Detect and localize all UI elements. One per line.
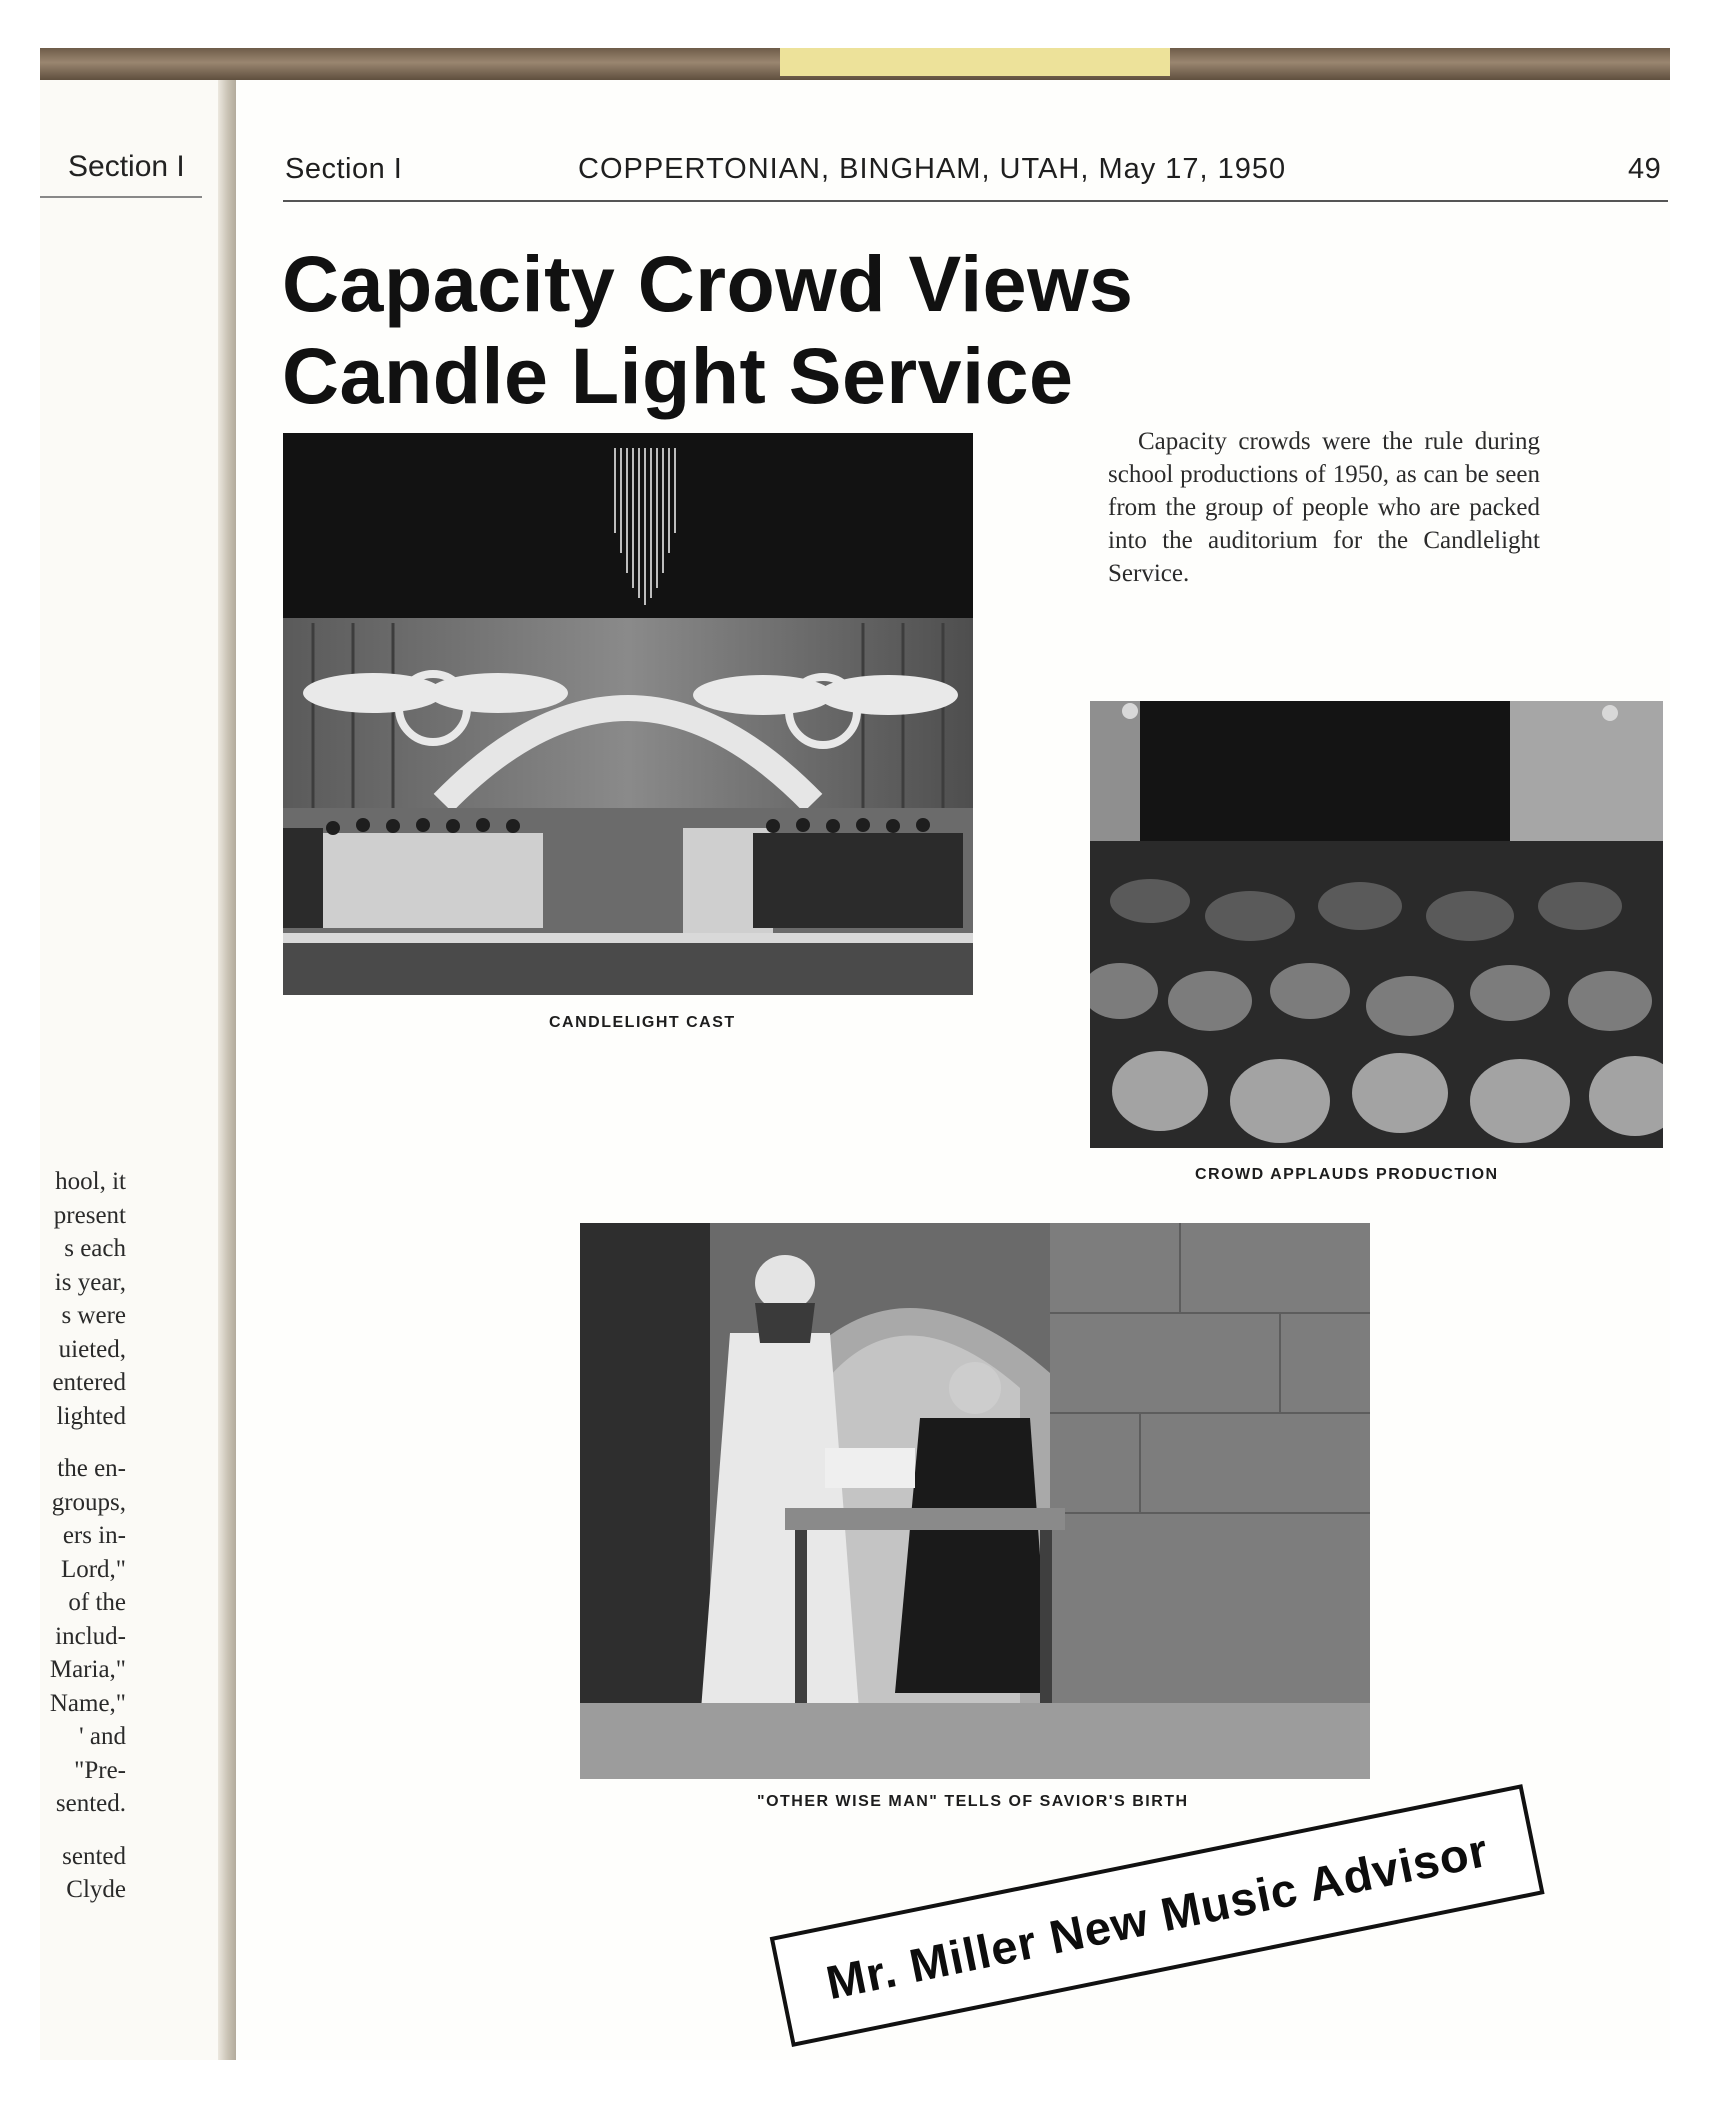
column-fragment: ers in-: [62, 1522, 126, 1549]
other-wise-man-caption: "OTHER WISE MAN" TELLS OF SAVIOR'S BIRTH: [757, 1793, 1189, 1810]
column-fragment: s each: [64, 1235, 126, 1262]
candlelight-cast-caption: CANDLELIGHT CAST: [549, 1014, 736, 1031]
column-fragment: Lord,": [60, 1555, 126, 1583]
column-fragment: s were: [61, 1302, 126, 1329]
column-fragment: hool, it: [55, 1168, 126, 1195]
headline: [282, 238, 1182, 422]
header-rule: [283, 200, 1668, 202]
previous-page-rule: [40, 196, 202, 198]
crowd-photo: [1090, 701, 1663, 1148]
column-fragment: entered: [52, 1369, 126, 1396]
page-number: 49: [1628, 153, 1662, 185]
column-fragment: sented: [62, 1842, 126, 1870]
column-fragment: sented.: [55, 1790, 126, 1817]
column-fragment: includ-: [55, 1622, 126, 1650]
column-fragment: Name,": [49, 1689, 126, 1717]
story-text: Capacity crowds were the rule during school productions of 1950, as can be seen from the group of people who are packed into the auditorium for the Candlelight Service.: [1108, 428, 1540, 587]
headline-line-2: Candle Light Service: [282, 331, 1074, 420]
column-fragment: Maria,": [49, 1656, 126, 1683]
previous-page-column: [30, 1165, 126, 1907]
previous-page-section-label: Section I: [68, 150, 185, 183]
column-fragment: ' and: [79, 1723, 126, 1750]
column-fragment: Clyde: [66, 1876, 126, 1903]
column-fragment: present: [53, 1201, 126, 1229]
next-article-headline: Mr. Miller New Music Advisor: [770, 1784, 1545, 2047]
publication-line: COPPERTONIAN, BINGHAM, UTAH, May 17, 1950: [578, 153, 1287, 185]
column-fragment: lighted: [56, 1402, 126, 1430]
column-fragment: "Pre-: [74, 1756, 126, 1784]
column-fragment: the en-: [57, 1455, 126, 1482]
column-fragment: is year,: [54, 1268, 126, 1296]
index-tab: [780, 48, 1170, 76]
candlelight-cast-photo: [283, 433, 973, 995]
column-fragment: uieted,: [58, 1335, 126, 1363]
other-wise-man-photo: [580, 1223, 1370, 1779]
section-label: Section I: [285, 153, 403, 185]
column-fragment: groups,: [51, 1488, 126, 1516]
book-gutter: [218, 80, 236, 2060]
column-fragment: of the: [68, 1589, 126, 1616]
crowd-caption: CROWD APPLAUDS PRODUCTION: [1195, 1166, 1499, 1183]
headline-line-1: Capacity Crowd Views: [282, 239, 1134, 328]
